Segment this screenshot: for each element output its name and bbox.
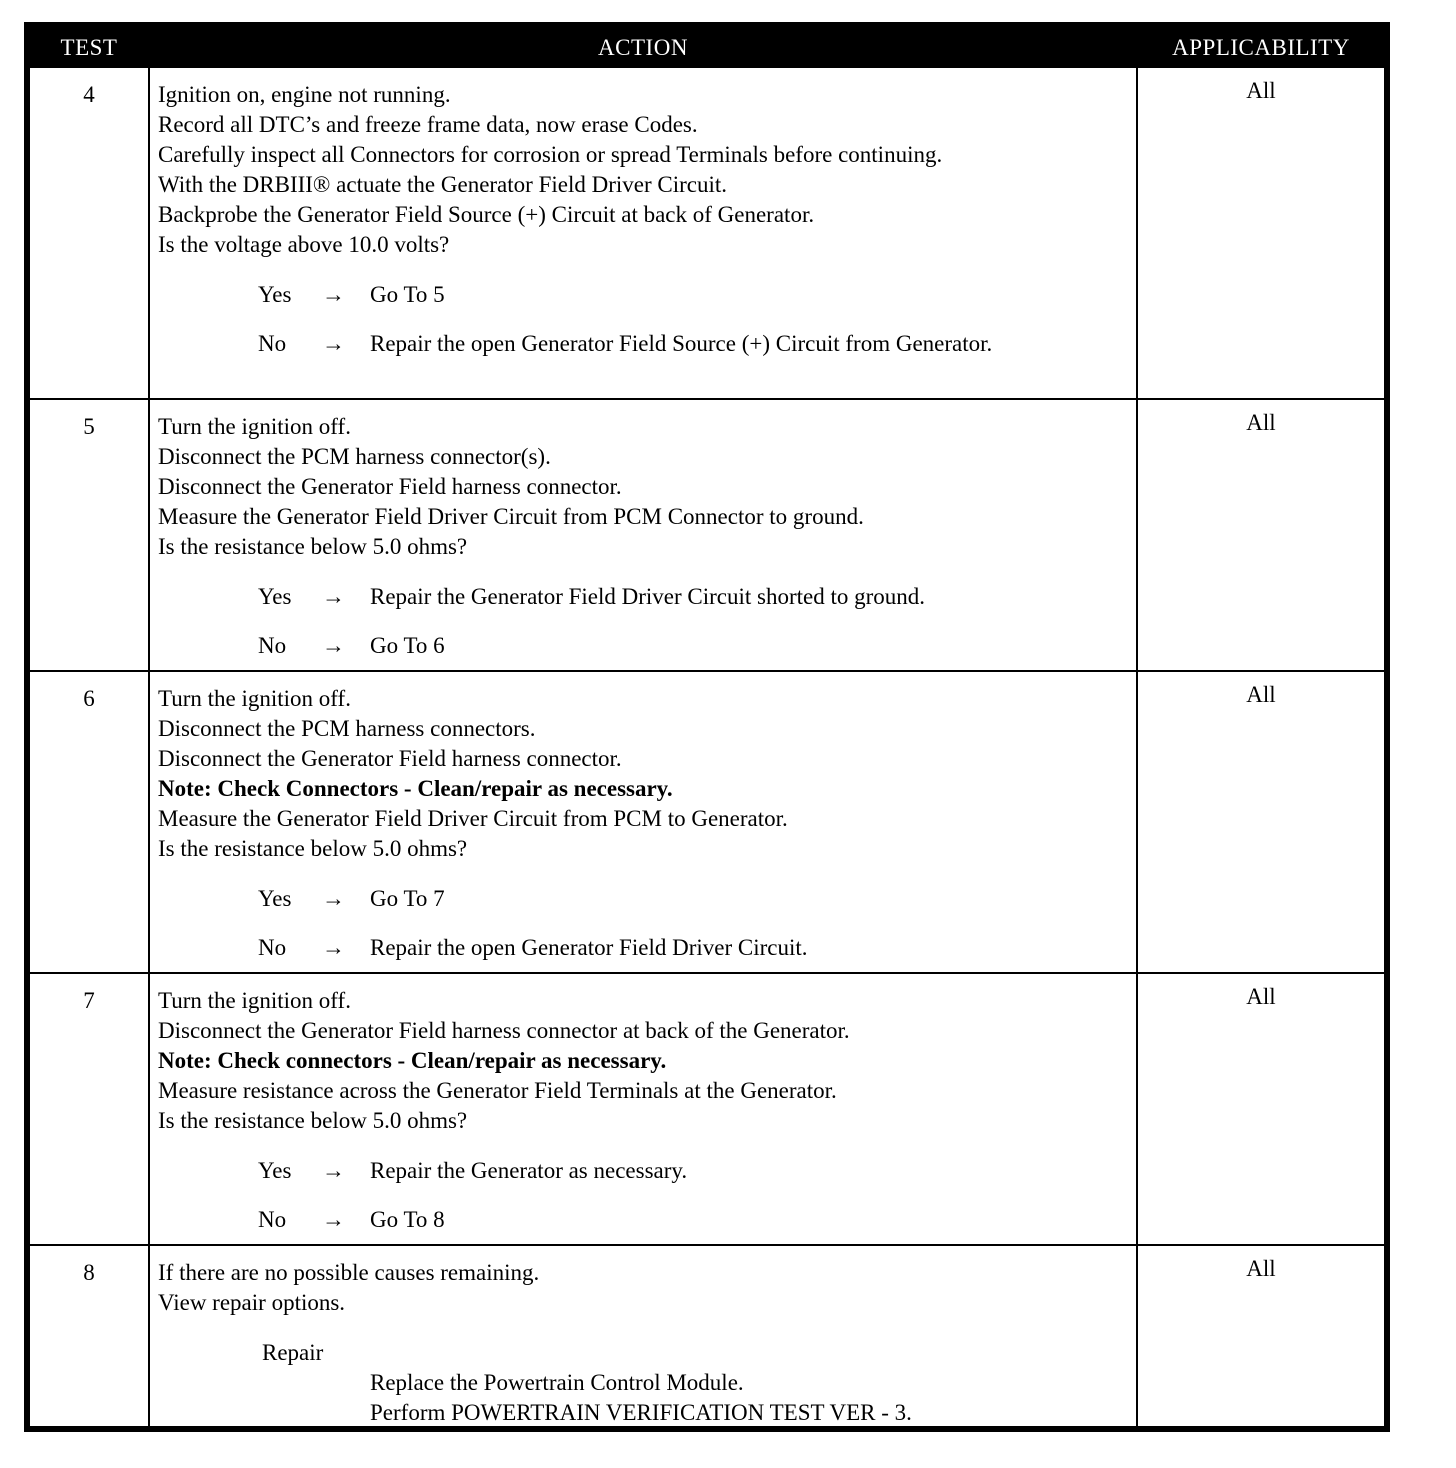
- applicability-cell: All: [1138, 972, 1384, 1244]
- action-line: Disconnect the Generator Field harness connector.: [158, 746, 622, 771]
- action-line: With the DRBIII® actuate the Generator Field Driver Circuit.: [158, 172, 728, 197]
- arrow-icon: →: [322, 584, 345, 609]
- action-line: Record all DTC’s and freeze frame data, now erase Codes.: [158, 112, 698, 137]
- action-cell: [148, 66, 1138, 398]
- no-option: [258, 631, 1128, 661]
- action-line: Disconnect the PCM harness connector(s).: [158, 444, 551, 469]
- no-option: [258, 933, 1128, 963]
- answer-options: [158, 884, 1128, 963]
- action-line: View repair options.: [158, 1290, 346, 1315]
- yes-result: Go To 7: [370, 886, 445, 911]
- test-number: 7: [30, 972, 148, 1244]
- action-line: Disconnect the Generator Field harness connector.: [158, 474, 622, 499]
- yes-result: Repair the Generator Field Driver Circuit shorted to ground.: [370, 584, 926, 609]
- no-label: No: [258, 633, 287, 658]
- arrow-icon: →: [322, 1158, 345, 1183]
- test-number: 8: [30, 1244, 148, 1428]
- action-line: Measure resistance across the Generator Field Terminals at the Generator.: [158, 1078, 837, 1103]
- no-result: Go To 8: [370, 1207, 445, 1232]
- no-result: Repair the open Generator Field Source (+) Circuit from Generator.: [370, 331, 993, 356]
- yes-option: [258, 1156, 1128, 1186]
- no-result: Go To 6: [370, 633, 445, 658]
- arrow-icon: →: [322, 331, 345, 356]
- action-line: Backprobe the Generator Field Source (+) Circuit at back of Generator.: [158, 202, 815, 227]
- action-line: Turn the ignition off.: [158, 686, 351, 711]
- arrow-icon: →: [322, 935, 345, 960]
- arrow-icon: →: [322, 282, 345, 307]
- arrow-icon: →: [322, 633, 345, 658]
- action-line: Carefully inspect all Connectors for corrosion or spread Terminals before continuing.: [158, 142, 943, 167]
- action-line: If there are no possible causes remaining.: [158, 1260, 540, 1285]
- repair-steps: [262, 1368, 1128, 1428]
- action-line: Measure the Generator Field Driver Circuit from PCM Connector to ground.: [158, 504, 864, 529]
- yes-label: Yes: [258, 886, 292, 911]
- applicability-cell: All: [1138, 1244, 1384, 1428]
- arrow-icon: →: [322, 886, 345, 911]
- applicability-cell: All: [1138, 670, 1384, 972]
- test-number: 5: [30, 398, 148, 670]
- action-cell: [148, 398, 1138, 670]
- test-number: 6: [30, 670, 148, 972]
- no-result: Repair the open Generator Field Driver Circuit.: [370, 935, 808, 960]
- note-text: Note: Check connectors - Clean/repair as necessary.: [158, 1048, 667, 1073]
- answer-options: [158, 280, 1128, 359]
- yes-option: [258, 582, 1128, 612]
- no-label: No: [258, 935, 287, 960]
- yes-option: [258, 280, 1128, 310]
- repair-section: [158, 1338, 1128, 1428]
- action-line: Turn the ignition off.: [158, 988, 351, 1013]
- yes-result: Repair the Generator as necessary.: [370, 1158, 688, 1183]
- action-line: Ignition on, engine not running.: [158, 82, 451, 107]
- yes-label: Yes: [258, 584, 292, 609]
- repair-step: Replace the Powertrain Control Module.: [370, 1370, 744, 1395]
- no-option: [258, 1205, 1128, 1235]
- yes-label: Yes: [258, 282, 292, 307]
- repair-step: Perform POWERTRAIN VERIFICATION TEST VER - 3.: [370, 1400, 912, 1425]
- header-test: TEST: [30, 28, 148, 66]
- no-label: No: [258, 1207, 287, 1232]
- action-question: Is the resistance below 5.0 ohms?: [158, 534, 468, 559]
- action-line: Disconnect the PCM harness connectors.: [158, 716, 536, 741]
- yes-option: [258, 884, 1128, 914]
- repair-label: Repair: [262, 1340, 324, 1365]
- header-action: ACTION: [148, 28, 1138, 66]
- action-question: Is the voltage above 10.0 volts?: [158, 232, 450, 257]
- answer-options: [158, 582, 1128, 661]
- arrow-icon: →: [322, 1207, 345, 1232]
- applicability-cell: All: [1138, 66, 1384, 398]
- action-line: Disconnect the Generator Field harness connector at back of the Generator.: [158, 1018, 850, 1043]
- answer-options: [158, 1156, 1128, 1235]
- no-label: No: [258, 331, 287, 356]
- no-option: [258, 329, 1128, 359]
- test-number: 4: [30, 66, 148, 398]
- action-question: Is the resistance below 5.0 ohms?: [158, 1108, 468, 1133]
- header-applicability: APPLICABILITY: [1138, 28, 1384, 66]
- action-cell: [148, 670, 1138, 972]
- action-line: Turn the ignition off.: [158, 414, 351, 439]
- action-cell: [148, 1244, 1138, 1428]
- action-question: Is the resistance below 5.0 ohms?: [158, 836, 468, 861]
- action-cell: [148, 972, 1138, 1244]
- yes-result: Go To 5: [370, 282, 445, 307]
- action-line: Measure the Generator Field Driver Circuit from PCM to Generator.: [158, 806, 788, 831]
- applicability-cell: All: [1138, 398, 1384, 670]
- yes-label: Yes: [258, 1158, 292, 1183]
- diagnostic-test-table: [24, 22, 1390, 1432]
- note-text: Note: Check Connectors - Clean/repair as necessary.: [158, 776, 673, 801]
